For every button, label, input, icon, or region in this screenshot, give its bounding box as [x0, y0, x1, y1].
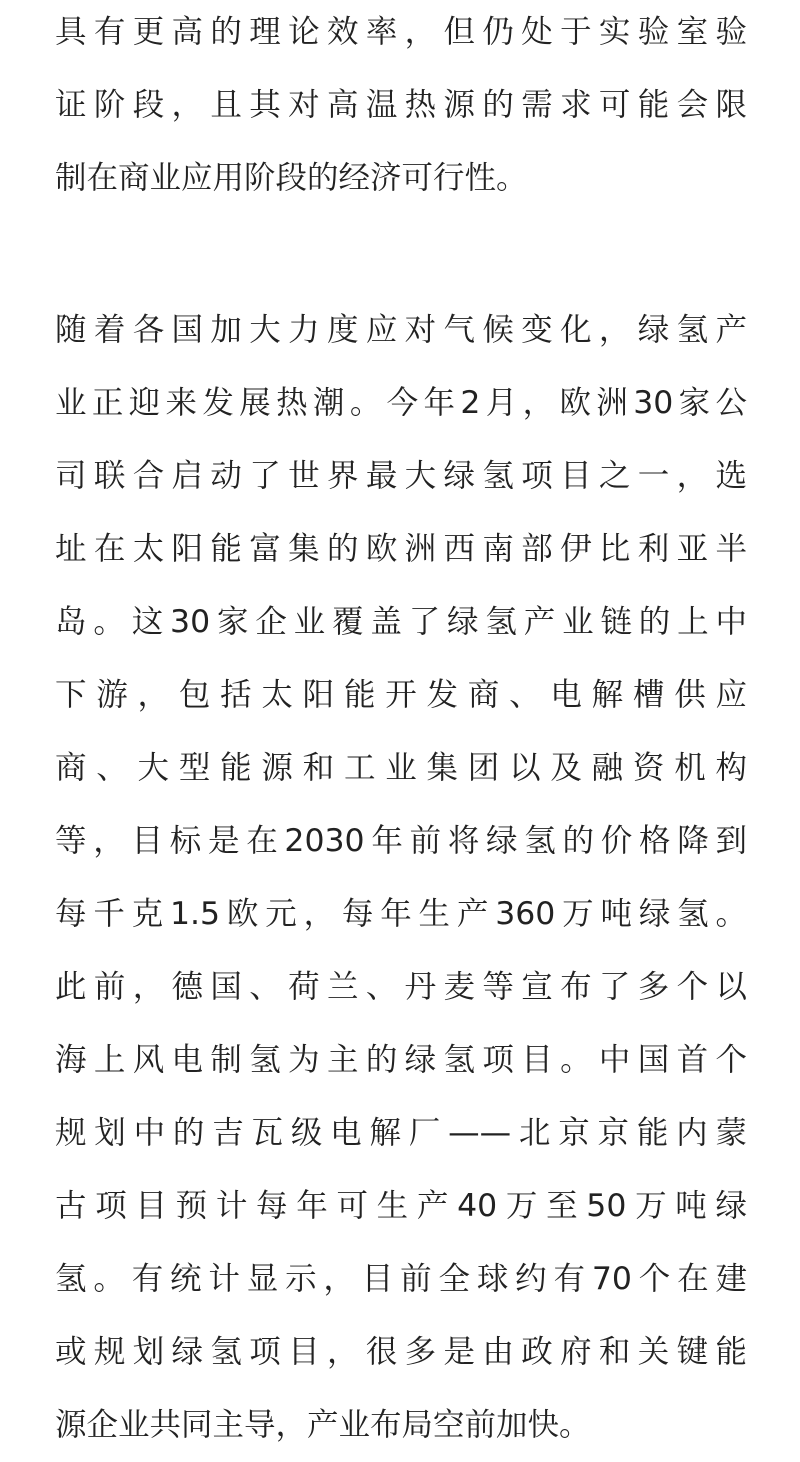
text-line: 制在商业应用阶段的经济可行性。 [55, 160, 528, 196]
text-line: 随着各国加大力度应对气候变化，绿氢产 [55, 312, 747, 348]
text-line: 岛。这30家企业覆盖了绿氢产业链的上中 [55, 604, 747, 640]
text-line: 海上风电制氢为主的绿氢项目。中国首个 [55, 1042, 747, 1078]
text-line: 此前，德国、荷兰、丹麦等宣布了多个以 [55, 969, 747, 1005]
text-line: 或规划绿氢项目，很多是由政府和关键能 [55, 1334, 747, 1370]
text-line: 证阶段，且其对高温热源的需求可能会限 [55, 87, 747, 123]
text-line: 具有更高的理论效率，但仍处于实验室验 [55, 14, 747, 50]
text-line: 氢。有统计显示，目前全球约有70个在建 [55, 1261, 747, 1297]
text-line: 址在太阳能富集的欧洲西南部伊比利亚半 [55, 531, 747, 567]
article-body [55, 0, 747, 1462]
text-line: 规划中的吉瓦级电解厂——北京京能内蒙 [55, 1115, 747, 1151]
text-line: 源企业共同主导，产业布局空前加快。 [55, 1407, 591, 1443]
text-line: 古项目预计每年可生产40万至50万吨绿 [55, 1188, 747, 1224]
paragraph-2 [55, 294, 747, 1462]
text-line: 每千克1.5欧元，每年生产360万吨绿氢。 [55, 896, 747, 932]
paragraph-1 [55, 0, 747, 215]
text-line: 业正迎来发展热潮。今年2月，欧洲30家公 [55, 385, 747, 421]
text-line: 商、大型能源和工业集团以及融资机构 [55, 750, 747, 786]
text-line: 司联合启动了世界最大绿氢项目之一，选 [55, 458, 747, 494]
text-line: 等，目标是在2030年前将绿氢的价格降到 [55, 823, 747, 859]
paragraph-spacer [55, 215, 747, 294]
text-line: 下游，包括太阳能开发商、电解槽供应 [55, 677, 747, 713]
